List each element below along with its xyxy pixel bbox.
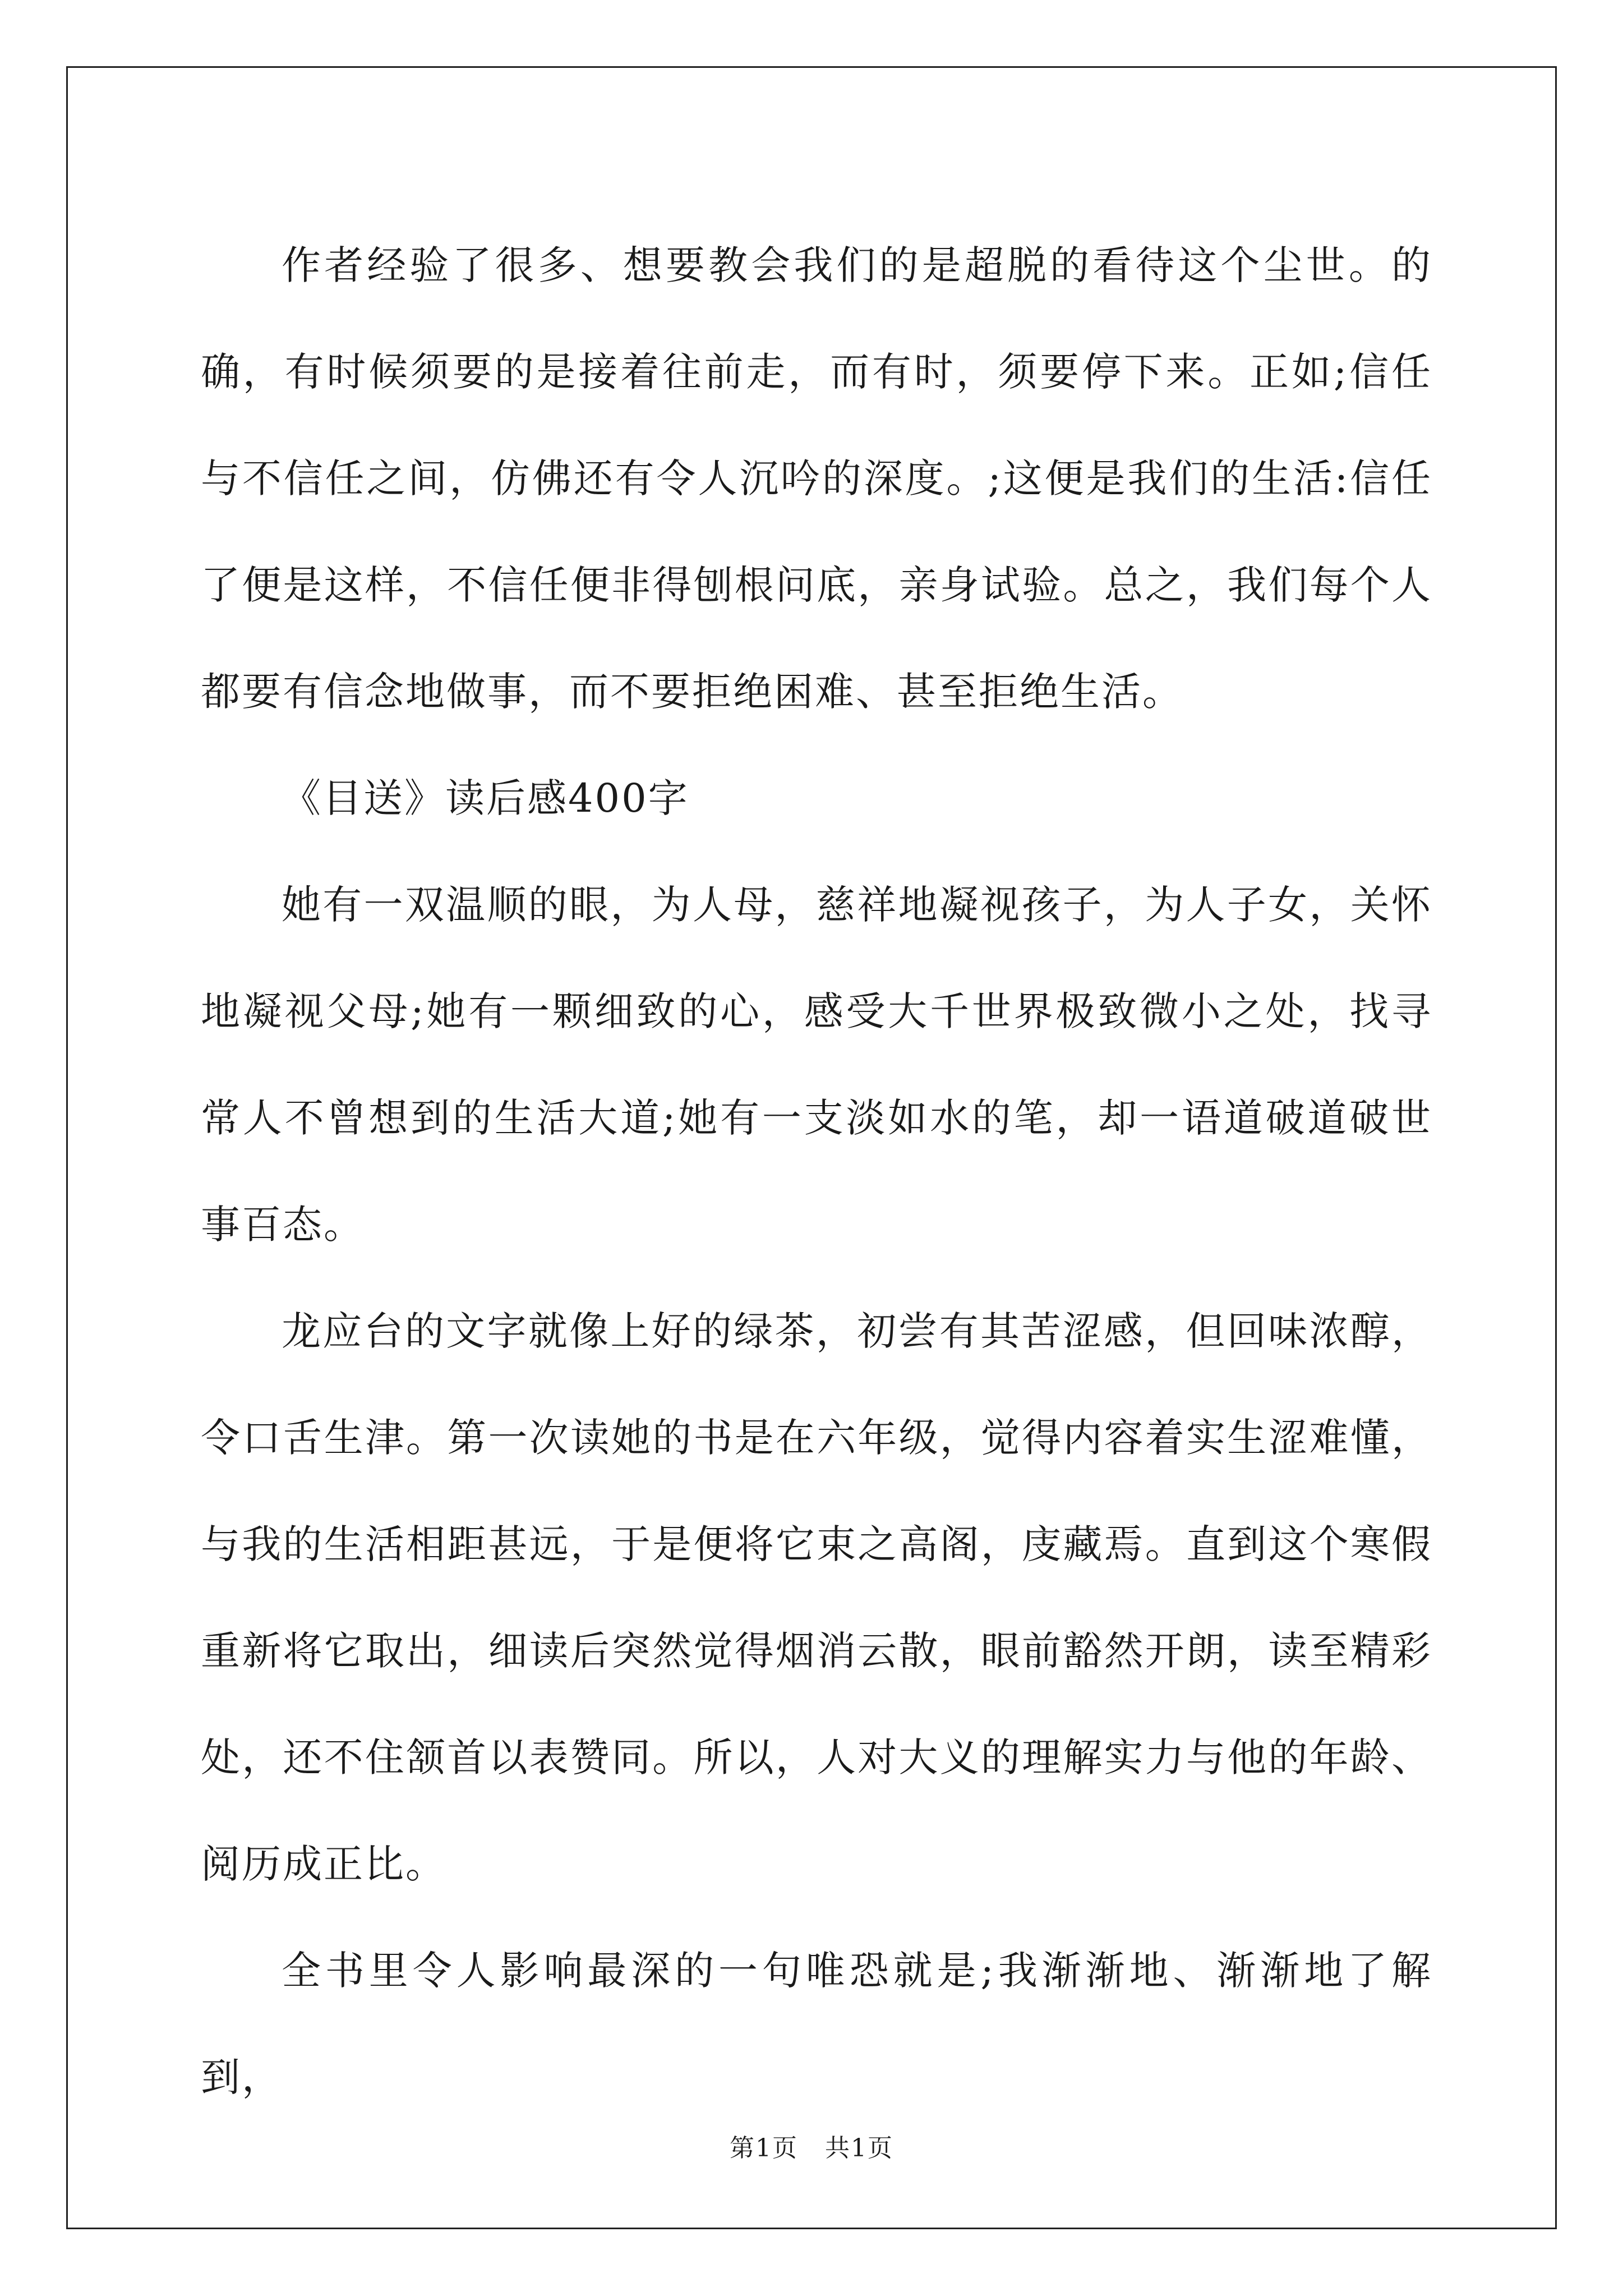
document-body xyxy=(201,212,1432,2131)
paragraph-3: 龙应台的文字就像上好的绿茶，初尝有其苦涩感，但回味浓醇，令口舌生津。第一次读她的书是在六年级，觉得内容着实生涩难懂，与我的生活相距甚远，于是便将它束之高阁，庋藏焉。直到这个寒假重新将它取出，细读后突然觉得烟消云散，眼前豁然开朗，读至精彩处，还不住颔首以表赞同。所以，人对大义的理解实力与他的年龄、阅历成正比。 xyxy=(201,1308,1432,1887)
page-total: 共1页 xyxy=(825,2134,893,2162)
section-heading: 《目送》读后感400字 xyxy=(282,775,689,821)
page-footer xyxy=(0,2132,1623,2165)
paragraph-2: 她有一双温顺的眼，为人母，慈祥地凝视孩子，为人子女，关怀地凝视父母;她有一颗细致的心，感受大千世界极致微小之处，找寻常人不曾想到的生活大道;她有一支淡如水的笔，却一语道破道破世事百态。 xyxy=(201,882,1432,1248)
page-number: 第1页 xyxy=(730,2134,798,2162)
paragraph-1: 作者经验了很多、想要教会我们的是超脱的看待这个尘世。的确，有时候须要的是接着往前走，而有时，须要停下来。正如;信任与不信任之间，仿佛还有令人沉吟的深度。;这便是我们的生活:信任了便是这样，不信任便非得刨根问底，亲身试验。总之，我们每个人都要有信念地做事，而不要拒绝困难、甚至拒绝生活。 xyxy=(201,242,1432,715)
paragraph-4: 全书里令人影响最深的一句唯恐就是;我渐渐地、渐渐地了解到， xyxy=(201,1948,1432,2100)
